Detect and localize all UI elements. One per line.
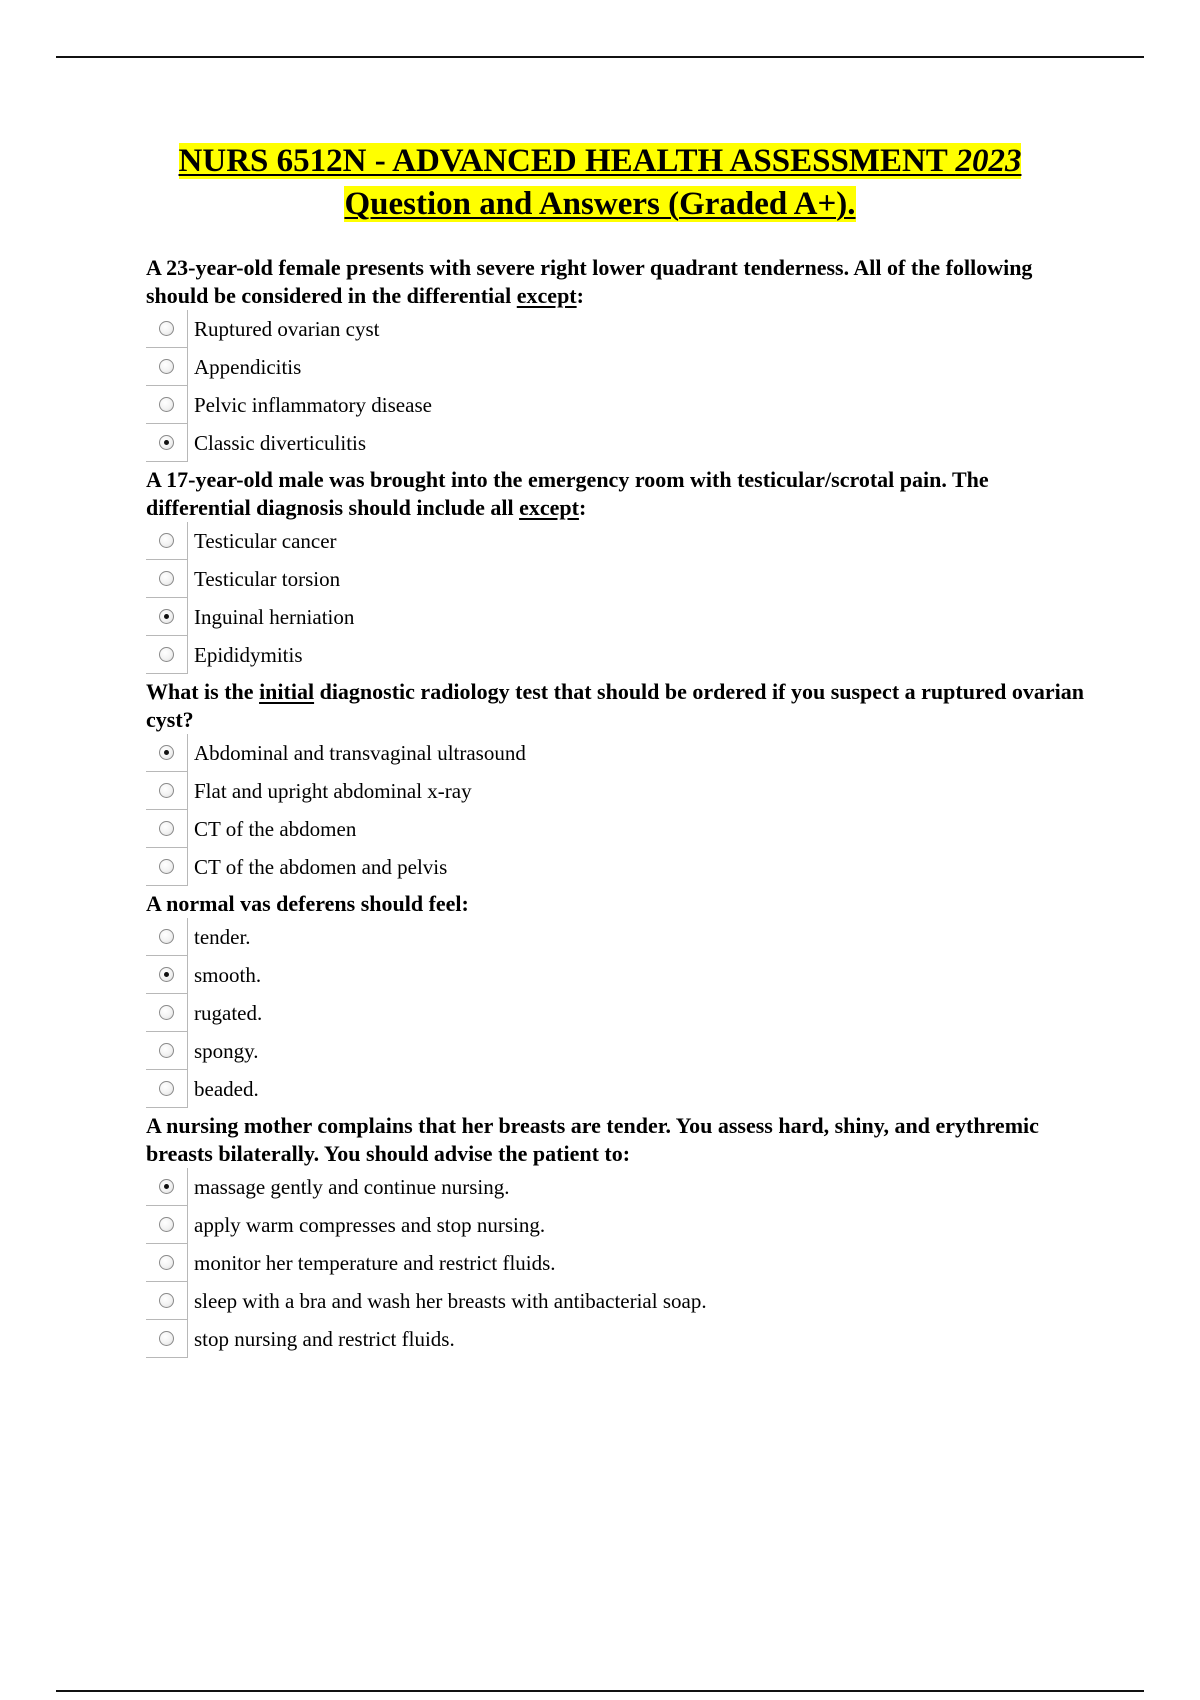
question-block-2 <box>146 466 1096 674</box>
answer-option[interactable] <box>146 994 1096 1032</box>
question-text-3: What is the initial diagnostic radiology test that should be ordered if you suspect a ruptured ovarian cyst? <box>146 679 1084 732</box>
title-line-2: Question and Answers (Graded A+). <box>344 186 856 222</box>
radio-button[interactable] <box>159 609 174 624</box>
title-line-1 <box>179 143 1022 179</box>
answer-option[interactable] <box>146 348 1096 386</box>
answer-option[interactable] <box>146 1320 1096 1358</box>
question-text-5: A nursing mother complains that her breasts are tender. You assess hard, shiny, and erythremic breasts bilaterally. You should advise the patient to: <box>146 1113 1039 1166</box>
answer-option[interactable] <box>146 918 1096 956</box>
radio-button[interactable] <box>159 1043 174 1058</box>
answer-label: Epididymitis <box>194 643 303 667</box>
answer-options-1 <box>146 310 1096 462</box>
answer-option[interactable] <box>146 386 1096 424</box>
question-block-3 <box>146 678 1096 886</box>
answer-label: Testicular cancer <box>194 529 337 553</box>
answer-option[interactable] <box>146 956 1096 994</box>
bottom-rule <box>56 1690 1144 1692</box>
question-block-1 <box>146 254 1096 462</box>
radio-button[interactable] <box>159 859 174 874</box>
answer-option[interactable] <box>146 1282 1096 1320</box>
answer-label: rugated. <box>194 1001 263 1025</box>
answer-label: CT of the abdomen <box>194 817 357 841</box>
answer-label: Flat and upright abdominal x-ray <box>194 779 472 803</box>
answer-option[interactable] <box>146 1244 1096 1282</box>
radio-button[interactable] <box>159 821 174 836</box>
answer-option[interactable] <box>146 848 1096 886</box>
radio-button[interactable] <box>159 1179 174 1194</box>
answer-option[interactable] <box>146 810 1096 848</box>
answer-label: Testicular torsion <box>194 567 341 591</box>
answer-label: sleep with a bra and wash her breasts with antibacterial soap. <box>194 1289 707 1313</box>
answer-label: Inguinal herniation <box>194 605 355 629</box>
answer-options-2 <box>146 522 1096 674</box>
title-main-text: NURS 6512N - ADVANCED HEALTH ASSESSMENT <box>178 143 956 179</box>
answer-label: smooth. <box>194 963 262 987</box>
answer-option[interactable] <box>146 772 1096 810</box>
radio-button[interactable] <box>159 1331 174 1346</box>
radio-button[interactable] <box>159 1293 174 1308</box>
answer-option[interactable] <box>146 1168 1096 1206</box>
radio-button[interactable] <box>159 571 174 586</box>
question-text-1: A 23-year-old female presents with severe right lower quadrant tenderness. All of the following should be considered in the differential except: <box>146 255 1033 308</box>
question-block-5 <box>146 1112 1096 1358</box>
question-text-4: A normal vas deferens should feel: <box>146 891 469 916</box>
document-title <box>100 140 1100 226</box>
answer-option[interactable] <box>146 636 1096 674</box>
answer-option[interactable] <box>146 310 1096 348</box>
radio-button[interactable] <box>159 1217 174 1232</box>
radio-button[interactable] <box>159 647 174 662</box>
radio-button[interactable] <box>159 1255 174 1270</box>
radio-button[interactable] <box>159 359 174 374</box>
answer-option[interactable] <box>146 1032 1096 1070</box>
answer-label: CT of the abdomen and pelvis <box>194 855 448 879</box>
radio-button[interactable] <box>159 783 174 798</box>
answer-label: stop nursing and restrict fluids. <box>194 1327 455 1351</box>
radio-button[interactable] <box>159 967 174 982</box>
question-block-4 <box>146 890 1096 1108</box>
answer-options-3 <box>146 734 1096 886</box>
answer-label: Ruptured ovarian cyst <box>194 317 380 341</box>
radio-button[interactable] <box>159 745 174 760</box>
radio-button[interactable] <box>159 397 174 412</box>
answer-option[interactable] <box>146 560 1096 598</box>
answer-options-5 <box>146 1168 1096 1358</box>
question-list <box>146 254 1096 1362</box>
radio-button[interactable] <box>159 533 174 548</box>
answer-option[interactable] <box>146 522 1096 560</box>
answer-label: Appendicitis <box>194 355 302 379</box>
answer-option[interactable] <box>146 598 1096 636</box>
answer-label: Abdominal and transvaginal ultrasound <box>194 741 526 765</box>
answer-label: apply warm compresses and stop nursing. <box>194 1213 546 1237</box>
answer-label: beaded. <box>194 1077 259 1101</box>
answer-label: Pelvic inflammatory disease <box>194 393 432 417</box>
answer-label: monitor her temperature and restrict fluids. <box>194 1251 556 1275</box>
answer-label: tender. <box>194 925 251 949</box>
radio-button[interactable] <box>159 321 174 336</box>
radio-button[interactable] <box>159 1005 174 1020</box>
radio-button[interactable] <box>159 435 174 450</box>
radio-button[interactable] <box>159 929 174 944</box>
answer-option[interactable] <box>146 1206 1096 1244</box>
answer-label: Classic diverticulitis <box>194 431 367 455</box>
title-year: 2023 <box>955 143 1022 179</box>
answer-options-4 <box>146 918 1096 1108</box>
answer-label: spongy. <box>194 1039 259 1063</box>
answer-option[interactable] <box>146 734 1096 772</box>
radio-button[interactable] <box>159 1081 174 1096</box>
answer-option[interactable] <box>146 424 1096 462</box>
top-rule <box>56 56 1144 58</box>
answer-option[interactable] <box>146 1070 1096 1108</box>
answer-label: massage gently and continue nursing. <box>194 1175 510 1199</box>
question-text-2: A 17-year-old male was brought into the emergency room with testicular/scrotal pain. The differential diagnosis should include all except: <box>146 467 989 520</box>
